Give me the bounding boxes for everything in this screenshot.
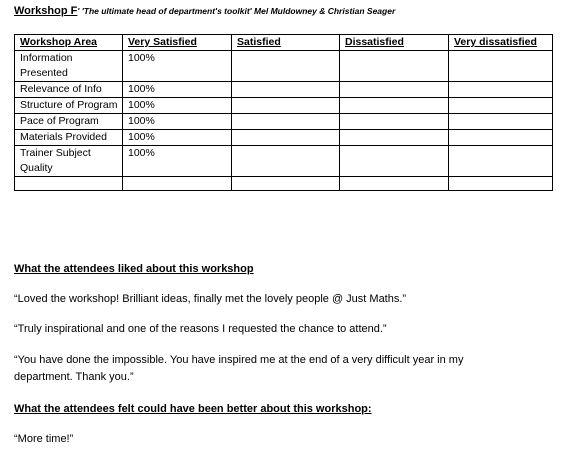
cell-satisfied [232,177,340,191]
column-header-dissatisfied: Dissatisfied [340,35,449,51]
cell-dissatisfied [340,82,449,98]
table-row [15,98,553,114]
cell-area [15,177,123,191]
table-row [15,146,553,177]
liked-quote: “Loved the workshop! Brilliant ideas, finally met the lovely people @ Just Maths.” [14,293,407,305]
cell-very-dissatisfied [449,98,553,114]
cell-very-satisfied: 100% [123,146,232,177]
cell-very-dissatisfied [449,130,553,146]
cell-very-dissatisfied [449,146,553,177]
column-header-very-dissatisfied: Very dissatisfied [449,35,553,51]
table-row [15,51,553,82]
cell-very-dissatisfied [449,114,553,130]
table-row [15,82,553,98]
table-row [15,130,553,146]
cell-dissatisfied [340,114,449,130]
cell-dissatisfied [340,98,449,114]
cell-very-satisfied [123,177,232,191]
document-title [14,4,559,18]
cell-satisfied [232,51,340,82]
column-header-satisfied: Satisfied [232,35,340,51]
cell-satisfied [232,114,340,130]
column-header-very-satisfied: Very Satisfied [123,35,232,51]
cell-area: Pace of Program [15,114,123,130]
cell-very-satisfied: 100% [123,98,232,114]
cell-area: Structure of Program [15,98,123,114]
cell-very-satisfied: 100% [123,51,232,82]
column-header-area: Workshop Area [15,35,123,51]
feedback-table [14,34,553,191]
cell-dissatisfied [340,51,449,82]
cell-satisfied [232,98,340,114]
cell-area: Materials Provided [15,130,123,146]
table-header-row [15,35,553,51]
liked-heading: What the attendees liked about this workshop [14,263,254,275]
cell-dissatisfied [340,146,449,177]
liked-quote: “Truly inspirational and one of the reasons I requested the chance to attend.” [14,323,387,335]
workshop-title: Workshop F [14,5,78,17]
cell-very-satisfied: 100% [123,114,232,130]
cell-satisfied [232,82,340,98]
cell-area: Trainer Subject Quality [15,146,123,177]
cell-satisfied [232,146,340,177]
improve-quote: “More time!” [14,433,74,445]
improve-heading: What the attendees felt could have been better about this workshop: [14,403,372,415]
cell-satisfied [232,130,340,146]
table-row [15,114,553,130]
cell-very-dissatisfied [449,82,553,98]
cell-very-satisfied: 100% [123,82,232,98]
cell-very-satisfied: 100% [123,130,232,146]
cell-area: Relevance of Info [15,82,123,98]
cell-very-dissatisfied [449,51,553,82]
cell-dissatisfied [340,177,449,191]
table-row [15,177,553,191]
cell-dissatisfied [340,130,449,146]
workshop-subtitle: ' 'The ultimate head of department's toolkit' Mel Muldowney & Christian Seager [77,6,396,16]
cell-area: Information Presented [15,51,123,82]
liked-quote: “You have done the impossible. You have inspired me at the end of a very difficult year in my department. Thank you.” [14,354,464,383]
cell-very-dissatisfied [449,177,553,191]
